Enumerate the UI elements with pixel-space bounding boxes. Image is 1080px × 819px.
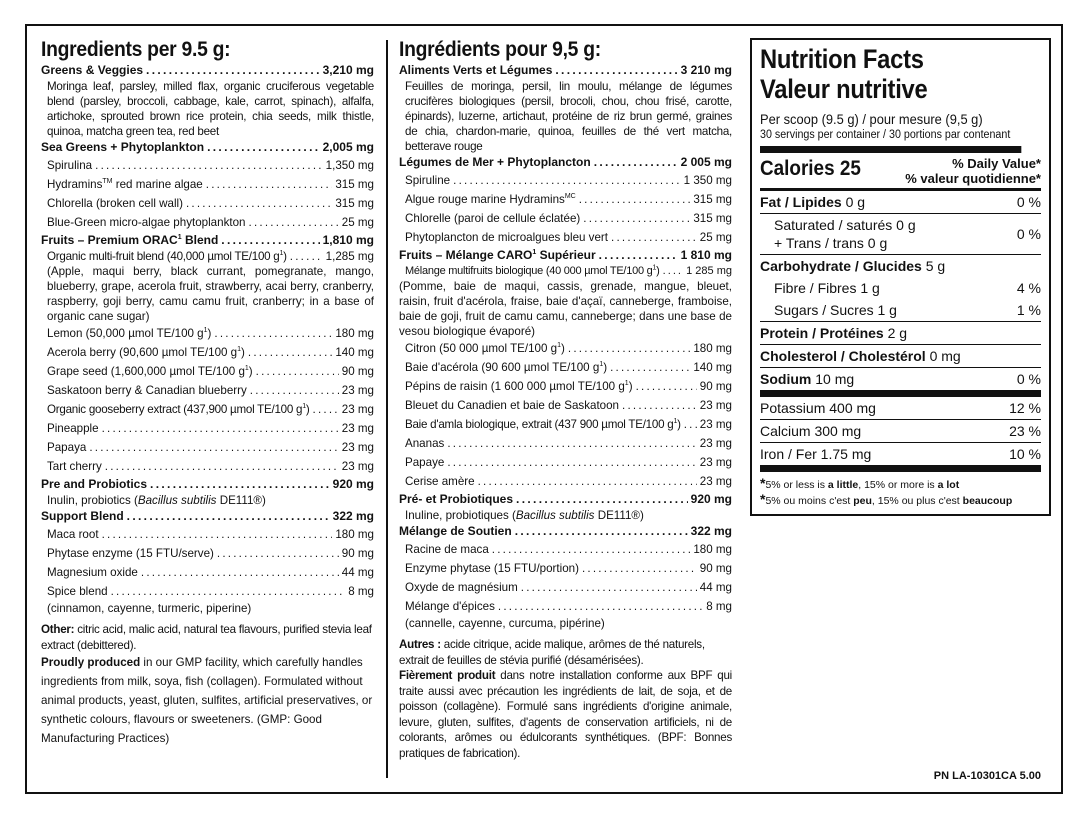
greens-desc: Feuilles de moringa, persil, lin moulu, mélange de légumes crucifères biologiques (persil, brocoli, chou, chou frisé, carotte, épinards), luzerne, artichaut, protéine de riz brun germé, graines de chia, chardon-marie, quinoa, feuilles de thé vert matcha, betterave rouge xyxy=(405,80,732,153)
pre-desc: Inulin, probiotics (Bacillus subtilis DE111®) xyxy=(47,494,266,507)
part-number: PN LA-10301CA 5.00 xyxy=(933,770,1041,782)
ingredients-english xyxy=(41,38,374,748)
pre-header: Pré- et Probiotiques . . . 920 mg xyxy=(399,491,732,508)
fruits-desc: (Apple, maqui berry, black currant, pomegranate, mango, blueberry, grape, acerola fruit, strawberry, acai berry, cranberry, raspberry, goji berry, camu camu fruit, cranberry; in a base of organic cane sugar) xyxy=(47,265,374,323)
ingredient-row: Baie d'acérola (90 600 µmol TE/100 $g^1$) . . . 140 mg xyxy=(399,358,732,377)
support-desc: (cannelle, cayenne, curcuma, pipérine) xyxy=(405,617,605,630)
ingredient-row: Spirulina . . . 1,350 mg xyxy=(41,156,374,175)
ingredient-row: Phytoplancton de microalgues bleu vert . . . 25 mg xyxy=(399,228,732,247)
fruits-header: Fruits – Mélange CARO$^1$ Supérieur . . . 1 810 mg xyxy=(399,247,732,264)
ingredient-row: Hydramins™ red marine algae . . . 315 mg xyxy=(41,175,374,194)
footnote-en: *5% or less is a little, 15% or more is a lot xyxy=(760,475,960,491)
ingredient-row: Mélange multifruits biologique (40 000 µmol TE/100 $g^1$) . . . 1 285 mg xyxy=(399,264,732,279)
ingredient-row: Spiruline . . . 1 350 mg xyxy=(399,171,732,190)
ingredient-row: Papaye . . . 23 mg xyxy=(399,453,732,472)
ingredient-row: Phytase enzyme (15 FTU/serve) . . . 90 mg xyxy=(41,544,374,563)
nf-title-fr: Valeur nutritive xyxy=(760,74,928,104)
ingredient-row: Oxyde de magnésium . . . 44 mg xyxy=(399,578,732,597)
ingredient-row: Tart cherry . . . 23 mg xyxy=(41,457,374,476)
serving-size: Per scoop (9.5 g) / pour mesure (9,5 g) xyxy=(760,111,983,127)
ingredient-row: Pépins de raisin (1 600 000 µmol TE/100 $g^1$) . . . 90 mg xyxy=(399,377,732,396)
fat-sub-row: Saturated / saturés 0 g + Trans / trans 0 g 0 % xyxy=(760,214,1041,255)
ingredient-row: Chlorelle (paroi de cellule éclatée) . . . 315 mg xyxy=(399,209,732,228)
support-header: Mélange de Soutien . . . 322 mg xyxy=(399,523,732,540)
ingredient-row: Lemon (50,000 µmol TE/100 $g^1$) . . . 180 mg xyxy=(41,324,374,343)
ingredient-row: Bleuet du Canadien et baie de Saskatoon . . . 23 mg xyxy=(399,396,732,415)
column-divider xyxy=(386,40,388,778)
potassium-row: Potassium 400 mg 12 % xyxy=(760,397,1041,420)
ingredient-row: Papaya . . . 23 mg xyxy=(41,438,374,457)
ingredient-row: Pineapple . . . 23 mg xyxy=(41,419,374,438)
greens-desc: Moringa leaf, parsley, milled flax, organic cruciferous vegetable blend (parsley, broccoli, cabbage, kale, carrot, spinach), alfalfa, artichoke, sprouted brown rice protein, chia seeds, milk thistle, quinoa, matcha green tea, red beet xyxy=(47,80,374,138)
french-title: Ingrédients pour 9,5 g: xyxy=(399,38,601,61)
pre-header: Pre and Probiotics . . . 920 mg xyxy=(41,476,374,493)
ingredient-row: Maca root . . . 180 mg xyxy=(41,525,374,544)
ingredient-row: Racine de maca . . . 180 mg xyxy=(399,540,732,559)
support-header: Support Blend . . . 322 mg xyxy=(41,508,374,525)
greens-header: Aliments Verts et Légumes . . . 3 210 mg xyxy=(399,62,732,79)
greens-header: Greens & Veggies . . . 3,210 mg xyxy=(41,62,374,79)
other-ingredients: Autres : acide citrique, acide malique, arômes de thé naturels, extrait de feuilles de stévia purifié (désamérisées). xyxy=(399,638,705,667)
ingredient-row: Algue rouge marine Hydramins$^{MC}$ . . . 315 mg xyxy=(399,190,732,209)
ingredient-row: Grape seed (1,600,000 µmol TE/100 $g^1$) . . . 90 mg xyxy=(41,362,374,381)
english-title: Ingredients per 9.5 g: xyxy=(41,38,231,61)
calories-row xyxy=(760,153,1041,191)
fibre-row: Fibre / Fibres 1 g 4 % xyxy=(774,280,1041,296)
ingredient-row: Magnesium oxide . . . 44 mg xyxy=(41,563,374,582)
calcium-row: Calcium 300 mg 23 % xyxy=(760,420,1041,443)
asterisk-icon: * xyxy=(760,491,766,507)
label-frame xyxy=(25,24,1063,794)
cholesterol-row: Cholesterol / Cholestérol 0 mg xyxy=(760,345,1041,368)
carb-row: Carbohydrate / Glucides 5 g xyxy=(760,258,946,274)
ingredient-row: Saskatoon berry & Canadian blueberry . . . 23 mg xyxy=(41,381,374,400)
sodium-row: Sodium 10 mg 0 % xyxy=(760,368,1041,397)
ingredient-row: Spice blend . . . 8 mg xyxy=(41,582,374,601)
ingredient-row: Mélange d'épices . . . 8 mg xyxy=(399,597,732,616)
protein-row: Protein / Protéines 2 g xyxy=(760,322,1041,345)
sea-header: Légumes de Mer + Phytoplancton . . . 2 005 mg xyxy=(399,154,732,171)
iron-row: Iron / Fer 1.75 mg 10 % xyxy=(760,443,1041,472)
ingredient-row: Enzyme phytase (15 FTU/portion) . . . 90 mg xyxy=(399,559,732,578)
ingredient-row: Acerola berry (90,600 µmol TE/100 $g^1$) . . . 140 mg xyxy=(41,343,374,362)
fruits-desc: (Pomme, baie de maqui, cassis, grenade, mangue, bleuet, raisin, fruit d'acérola, fraise, baie d'açaï, canneberge, framboise, baie de goji, fruit de camu camu, canneberge; dans une base de vesou biologique évaporé) xyxy=(399,280,732,338)
ingredient-row: Baie d'amla biologique, extrait (437 900 µmol TE/100 $g^1$) . . . 23 mg xyxy=(399,415,732,434)
ingredient-row: Organic gooseberry extract (437,900 µmol TE/100 $g^1$) . . . 23 mg xyxy=(41,400,374,419)
ingredient-row: Cerise amère . . . 23 mg xyxy=(399,472,732,491)
footnote-fr: *5% ou moins c'est peu, 15% ou plus c'est beaucoup xyxy=(760,491,1013,507)
nf-title-en: Nutrition Facts xyxy=(760,44,924,74)
nutrition-facts-table xyxy=(750,38,1051,516)
ingredients-french xyxy=(399,38,732,761)
ingredient-row: Chlorella (broken cell wall) . . . 315 mg xyxy=(41,194,374,213)
asterisk-icon: * xyxy=(760,475,766,491)
proud-statement: Fièrement produit dans notre installation conforme aux BPF qui traite aussi avec précaution les ingrédients de lait, de soja, et de poisson (collagène). Formulé sans ingrédients d'origine animale, levure, gluten, sulfites, d'agents de conservation artificiels, ni de colorants, arômes ou édulcorants synthétiques. (BPF: Bonnes pratiques de fabrication). xyxy=(399,669,732,760)
support-desc: (cinnamon, cayenne, turmeric, piperine) xyxy=(47,602,252,615)
pre-desc: Inuline, probiotiques (Bacillus subtilis DE111®) xyxy=(405,509,644,522)
ingredient-row: Citron (50 000 µmol TE/100 $g^1$) . . . 180 mg xyxy=(399,339,732,358)
other-ingredients: Other: citric acid, malic acid, natural tea flavours, purified stevia leaf extract (debittered). xyxy=(41,623,372,652)
sea-header: Sea Greens + Phytoplankton . . . 2,005 mg xyxy=(41,139,374,156)
sugars-row: Sugars / Sucres 1 g 1 % xyxy=(760,299,1041,322)
ingredient-row: Ananas . . . 23 mg xyxy=(399,434,732,453)
daily-value-header: % Daily Value* % valeur quotidienne* xyxy=(905,156,1041,186)
ingredient-row: Blue-Green micro-algae phytoplankton . . . 25 mg xyxy=(41,213,374,232)
servings-per-container: 30 servings per container / 30 portions par contenant xyxy=(760,128,1021,153)
proud-statement: Proudly produced in our GMP facility, which carefully handles ingredients from milk, soya, fish (collagen). Formulated without animal products, yeast, gluten, sulfites, artificial preservatives, or synthetic colours, flavours or sweeteners. (GMP: Good Manufacturing Practices) xyxy=(41,656,373,745)
calories-value: Calories 25 xyxy=(760,157,861,180)
ingredient-row: Organic multi-fruit blend (40,000 µmol TE/100 $g^1$) . . . 1,285 mg xyxy=(41,249,374,264)
fat-row: Fat / Lipides 0 g 0 % xyxy=(760,191,1041,214)
fruits-header: Fruits – Premium ORAC$^1$ Blend . . . 1,810 mg xyxy=(41,232,374,249)
